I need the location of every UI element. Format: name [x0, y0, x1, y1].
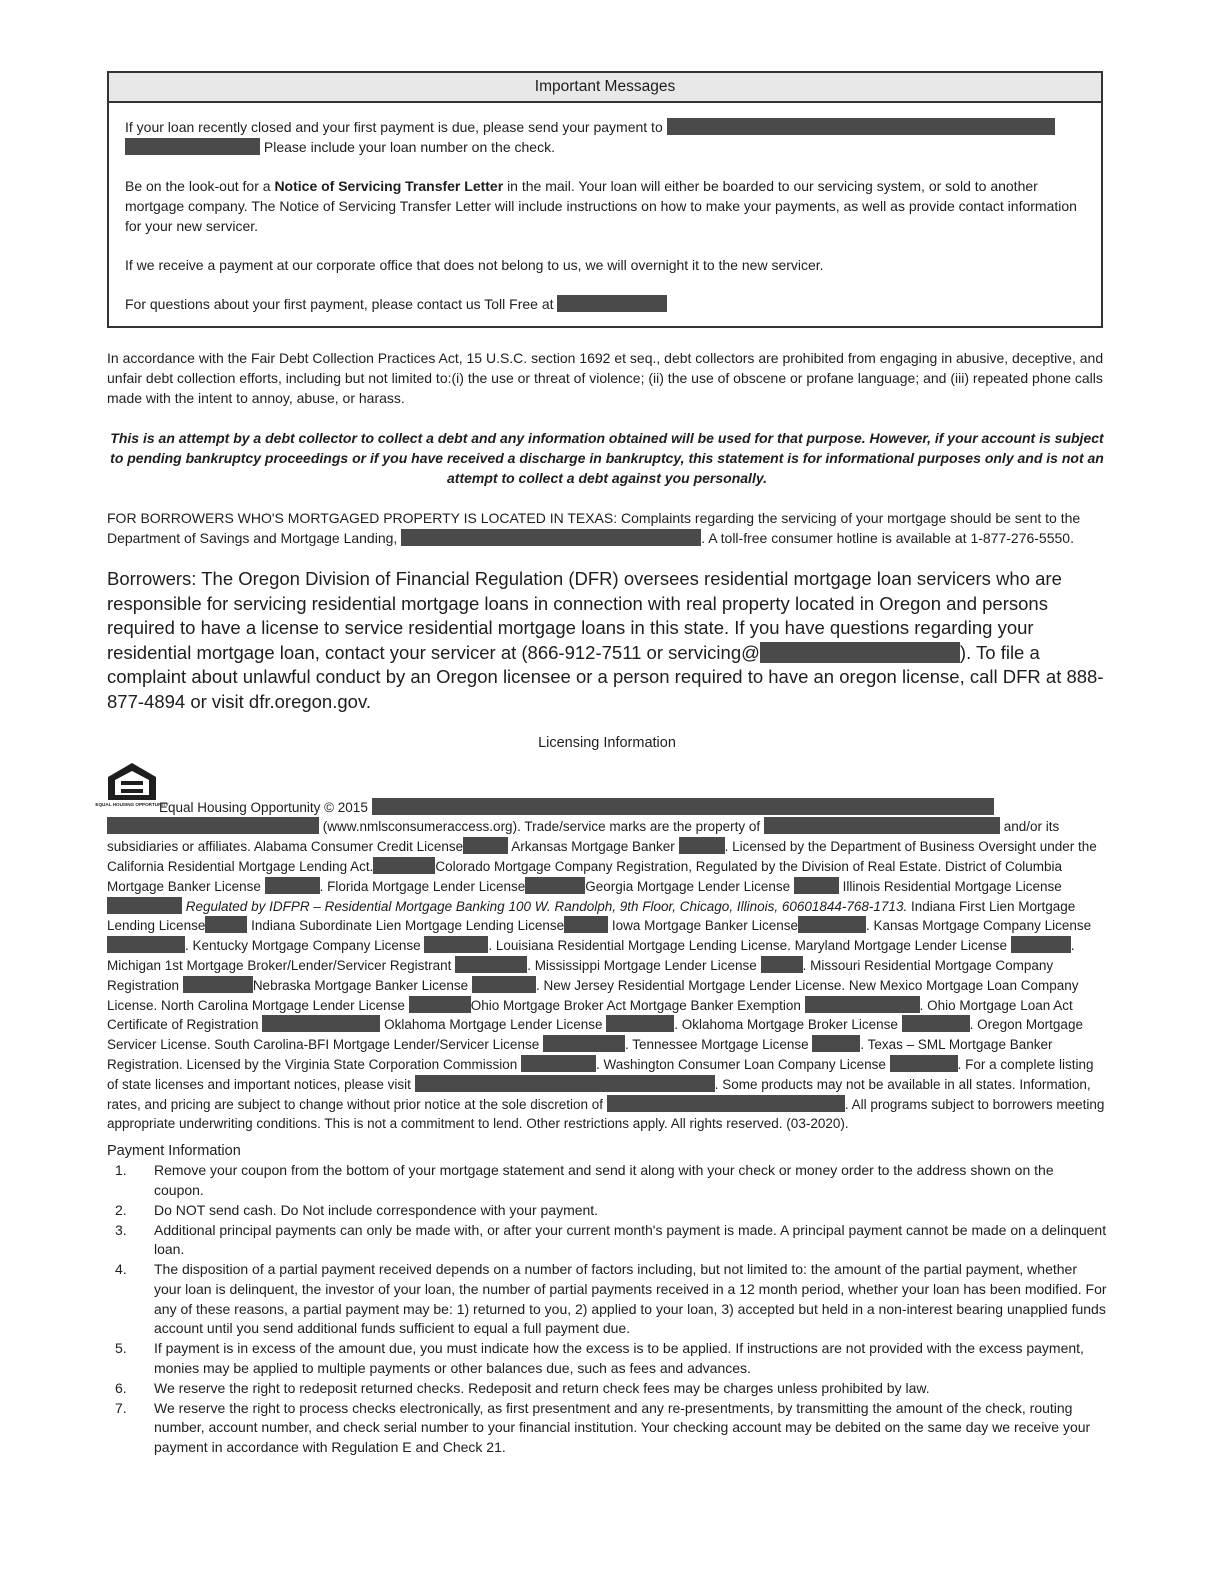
redaction: [667, 118, 1055, 135]
msg-transfer-text-2: in the mail. Your loan will either be boarded to our servicing system, or sold to another mortgage company. The Notice of Servicing Transfer Letter will include instructions on how to make your payments, as well as provide contact information for your new servicer.: [125, 178, 1077, 234]
redaction: [183, 976, 253, 993]
important-messages-box: [107, 71, 1103, 328]
redaction: [564, 916, 608, 933]
lic-text: and/or its subsidiaries or affiliates. Alabama Consumer Credit License: [107, 819, 1060, 855]
msg-transfer-text: Be on the look-out for a: [125, 178, 271, 194]
payment-info-list: [107, 1161, 1107, 1458]
list-item-number: 1.: [115, 1162, 127, 1179]
lic-text: Illinois Residential Mortgage License: [842, 878, 1062, 894]
msg-first-payment-text: If your loan recently closed and your first payment is due, please send your payment to: [125, 119, 663, 135]
redaction: [606, 1015, 674, 1032]
msg-first-payment: [125, 117, 1085, 157]
lic-text: . Louisiana Residential Mortgage Lending License. Maryland Mortgage Lender License: [488, 938, 1007, 954]
lic-text: . Mississippi Mortgage Lender License: [527, 957, 757, 973]
lic-text: Indiana Subordinate Lien Mortgage Lending License: [251, 918, 565, 934]
list-item: [107, 1379, 1107, 1399]
list-item: [107, 1161, 1107, 1201]
lic-text: Oklahoma Mortgage Lender License: [384, 1017, 603, 1033]
list-item-text: Do NOT send cash. Do Not include correspondence with your payment.: [154, 1201, 599, 1218]
fdcpa-notice: In accordance with the Fair Debt Collection Practices Act, 15 U.S.C. section 1692 et seq., debt collectors are prohibited from engaging in abusive, deceptive, and unfair debt collection efforts, including but not limited to:(i) the use or threat of violence; (ii) the use of obscene or profane language; and (iii) repeated phone calls made with the intent to annoy, abuse, or harass.: [107, 350, 1104, 406]
lic-text: . Ohio Mortgage Loan Act Certificate of Registration: [107, 997, 1073, 1033]
redaction: [805, 996, 920, 1013]
list-item-text: Remove your coupon from the bottom of your mortgage statement and send it along with your check or money order to the address shown on the coupon.: [154, 1162, 1054, 1198]
redaction: [525, 877, 585, 894]
list-item: [107, 1399, 1107, 1458]
lic-text: . New Jersey Residential Mortgage Lender License. New Mexico Mortgage Loan Company License. North Carolina Mortgage Lender License: [107, 977, 1079, 1013]
lic-text: . Florida Mortgage Lender License: [319, 878, 526, 894]
lic-text: . Michigan 1st Mortgage Broker/Lender/Servicer Registrant: [107, 938, 1075, 973]
lic-text: . Oklahoma Mortgage Broker License: [674, 1017, 898, 1033]
list-item-text: We reserve the right to redeposit returned checks. Redeposit and return check fees may be charges unless prohibited by law.: [154, 1379, 930, 1396]
redaction: [107, 817, 319, 834]
lic-text: . Kentucky Mortgage Company License: [185, 938, 421, 954]
lic-text: Colorado Mortgage Company Registration, Regulated by the Division of Real Estate. District of Columbia Mortgage Banker License: [107, 858, 1062, 894]
lic-text: . For a complete listing of state licenses and important notices, please visit: [107, 1056, 1094, 1092]
msg-questions-text: For questions about your first payment, please contact us Toll Free at: [125, 296, 554, 312]
important-messages-body: [109, 103, 1101, 326]
lic-text: . Missouri Residential Mortgage Company Registration: [107, 957, 1054, 993]
equal-housing-logo: [95, 760, 169, 818]
msg-transfer-bold: Notice of Servicing Transfer Letter: [274, 178, 504, 194]
lic-text: . All programs subject to borrowers meeting appropriate underwriting conditions. This is not a commitment to lend. Other restrictions apply. All rights reserved. (03-2020).: [107, 1096, 1105, 1132]
lic-text: Nebraska Mortgage Banker License: [252, 977, 469, 993]
redaction: [372, 798, 994, 815]
redaction: [798, 916, 866, 933]
important-messages-title: Important Messages: [109, 73, 1101, 103]
list-item: [107, 1339, 1107, 1379]
payment-info-title: Payment Information: [107, 1143, 241, 1160]
redaction: [373, 857, 435, 874]
list-item-number: 4.: [115, 1261, 127, 1278]
msg-overnight: If we receive a payment at our corporate office that does not belong to us, we will overnight it to the new servicer.: [125, 257, 824, 273]
redaction: [679, 837, 725, 854]
redaction: [455, 956, 527, 973]
lic-text: . Tennessee Mortgage License: [624, 1037, 809, 1053]
oregon-text-2: ). To file a complaint about unlawful conduct by an Oregon licensee or a person required to have an oregon license, call DFR at 888-877-4894 or visit dfr.oregon.gov.: [107, 641, 1104, 712]
texas-notice: [107, 508, 1107, 548]
texas-text-2: . A toll-free consumer hotline is available at 1-877-276-5550.: [701, 530, 1074, 546]
redaction: [409, 996, 471, 1013]
equal-housing-icon: [95, 760, 169, 812]
redaction: [607, 1095, 845, 1112]
lic-text: . Texas – SML Mortgage Banker Registration. Licensed by the Virginia State Corporation Commission: [107, 1037, 1053, 1072]
redaction: [401, 529, 701, 546]
redaction: [890, 1055, 958, 1072]
list-item-number: 6.: [115, 1379, 127, 1396]
list-item-text: Additional principal payments can only be made with, or after your current month's payment is made. A principal payment cannot be made on a delinquent loan.: [154, 1221, 1107, 1258]
redaction: [424, 936, 488, 953]
redaction: [265, 877, 320, 894]
redaction: [415, 1075, 715, 1092]
redaction: [521, 1055, 596, 1072]
list-item-number: 3.: [115, 1221, 127, 1238]
redaction: [205, 916, 247, 933]
oregon-text: Borrowers: The Oregon Division of Financial Regulation (DFR) oversees residential mortgage loan servicers who are responsible for servicing residential mortgage loans in connection with real property located in Oregon and persons required to have a license to service residential mortgage loans in this state. If you have questions regarding your residential mortgage loan, contact your servicer at (866-912-7511 or servicing@: [107, 568, 1062, 663]
texas-text: FOR BORROWERS WHO'S MORTGAGED PROPERTY IS LOCATED IN TEXAS: Complaints regarding the servicing of your mortgage should be sent to the Department of Savings and Mortgage Landing,: [107, 510, 1081, 546]
list-item-text: If payment is in excess of the amount due, you must indicate how the excess is to be applied. If instructions are not provided with the excess payment, monies may be applied to multiple payments or other balances due, such as fees and advances.: [154, 1340, 1084, 1377]
redaction: [761, 956, 803, 973]
lic-text: Iowa Mortgage Banker License: [611, 918, 798, 934]
redaction: [764, 817, 1000, 834]
oregon-notice: [107, 567, 1107, 715]
redaction: [125, 138, 260, 155]
redaction: [902, 1015, 970, 1032]
lic-text: (www.nmlsconsumeraccess.org). Trade/service marks are the property of: [322, 819, 761, 835]
lic-text: Georgia Mortgage Lender License: [585, 878, 791, 894]
redaction: [1011, 936, 1071, 953]
licensing-title: Licensing Information: [538, 734, 676, 751]
list-item-number: 2.: [115, 1201, 127, 1218]
list-item: [107, 1201, 1107, 1221]
lic-text-italic: Regulated by IDFPR – Residential Mortgage Banking 100 W. Randolph, 9th Floor, Chicago, Illinois, 60601844-768-1713.: [185, 898, 908, 914]
redaction: [463, 837, 508, 854]
redaction: [794, 877, 839, 894]
list-item-number: 7.: [115, 1399, 127, 1416]
redaction: [107, 936, 185, 953]
lic-text: Indiana First Lien Mortgage Lending License: [107, 898, 1076, 934]
redaction: [107, 897, 182, 914]
debt-collector-notice: This is an attempt by a debt collector to collect a debt and any information obtained will be used for that purpose. However, if your account is subject to pending bankruptcy proceedings or if you have received a discharge in bankruptcy, this statement is for informational purposes only and is not an attempt to collect a debt against you personally.: [110, 430, 1104, 486]
msg-transfer-letter: [125, 176, 1085, 236]
lic-text: Ohio Mortgage Broker Act Mortgage Banker Exemption: [470, 997, 801, 1013]
lic-text: . Kansas Mortgage Company License: [865, 918, 1092, 934]
redaction: [472, 976, 536, 993]
redaction: [812, 1035, 860, 1052]
redaction: [543, 1035, 625, 1052]
redaction: [557, 295, 667, 312]
msg-first-payment-text-2: Please include your loan number on the check.: [263, 139, 555, 155]
msg-questions: [125, 294, 1085, 314]
list-item-text: We reserve the right to process checks electronically, as first presentment and any re-presentments, by transmitting the amount of the check, routing number, account number, and check serial number to your financial institution. Your checking account may be debited on the same day we receive your payment in accordance with Regulation E and Check 21.: [154, 1399, 1091, 1456]
list-item: [107, 1260, 1107, 1339]
licensing-info: [95, 760, 1107, 1135]
lic-text: . Oregon Mortgage Servicer License. South Carolina-BFI Mortgage Lender/Servicer License: [107, 1017, 1083, 1053]
page: [95, 71, 1107, 1458]
list-item-number: 5.: [115, 1340, 127, 1357]
equal-housing-logo-text: EQUAL HOUSING OPPORTUNITY: [95, 801, 169, 807]
redaction: [760, 642, 960, 663]
lic-text: . Washington Consumer Loan Company License: [595, 1056, 886, 1072]
list-item: [107, 1221, 1107, 1261]
lic-text: Equal Housing Opportunity © 2015: [159, 799, 368, 815]
lic-text: . Licensed by the Department of Business Oversight under the California Residential Mortgage Lending Act.: [107, 839, 1097, 874]
redaction: [262, 1015, 380, 1032]
lic-text: . Some products may not be available in all states. Information, rates, and pricing are subject to change without prior notice at the sole discretion of: [107, 1076, 1091, 1112]
lic-text: Arkansas Mortgage Banker: [511, 839, 675, 855]
list-item-text: The disposition of a partial payment received depends on a number of factors including, but not limited to: the amount of the partial payment, whether your loan is delinquent, the investor of your loan, the number of partial payments received in a 12 month period, whether your loan has been modified. For any of these reasons, a partial payment may be: 1) returned to you, 2) applied to your loan, 3) accepted but held in a non-interest bearing unapplied funds account until you send additional funds sufficient to equal a full payment due.: [154, 1261, 1107, 1337]
